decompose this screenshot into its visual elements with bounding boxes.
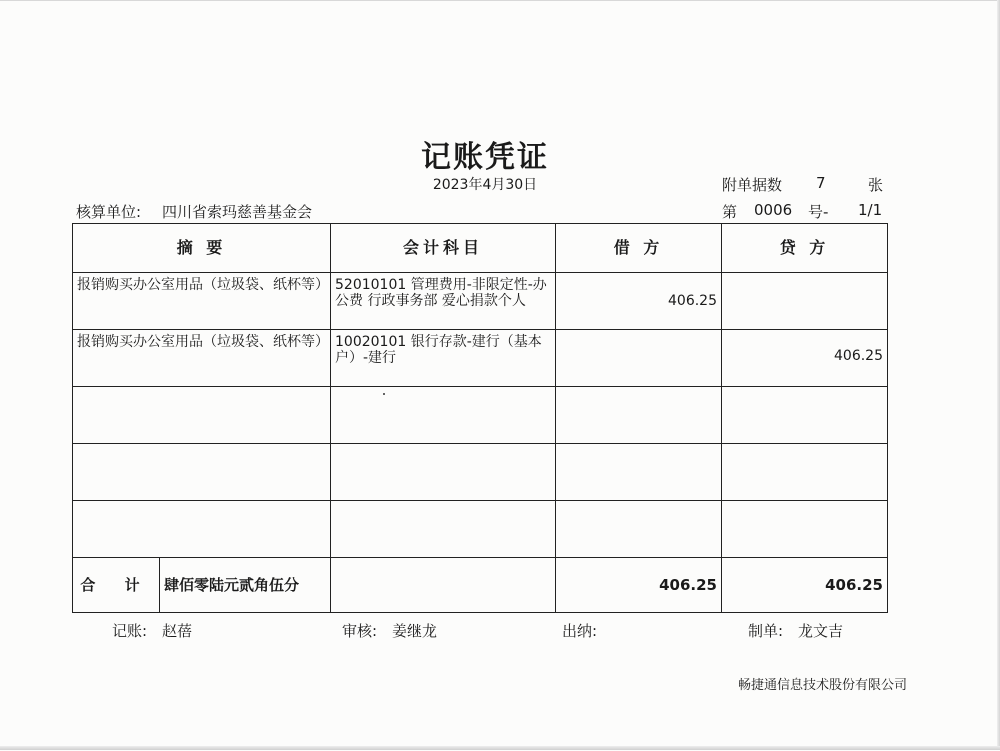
row-credit xyxy=(722,444,887,462)
voucher-no-suffix: 号- xyxy=(808,203,829,221)
header-account: 会计科目 xyxy=(331,224,556,273)
table-row xyxy=(73,273,888,330)
row-debit xyxy=(556,501,721,521)
row-summary: 报销购买办公室用品（垃圾袋、纸杯等） xyxy=(77,277,329,293)
row-account xyxy=(331,501,555,505)
row-summary xyxy=(73,387,330,391)
row-credit xyxy=(722,387,887,405)
total-row xyxy=(73,558,888,613)
row-account: 10020101 银行存款-建行（基本户）-建行 xyxy=(335,334,542,366)
table-row xyxy=(73,387,888,444)
software-vendor: 畅捷通信息技术股份有限公司 xyxy=(738,678,908,693)
row-debit xyxy=(556,444,721,464)
bookkeeper-label: 记账: xyxy=(112,622,148,640)
reviewer-label: 审核: xyxy=(342,622,378,640)
header-credit: 贷 方 xyxy=(722,224,888,273)
preparer-name: 龙文吉 xyxy=(798,622,844,640)
scan-speck xyxy=(383,393,385,395)
row-credit xyxy=(722,273,887,291)
voucher-table xyxy=(72,223,888,613)
total-amount-in-words: 肆佰零陆元贰角伍分 xyxy=(164,576,300,594)
reviewer-name: 姜继龙 xyxy=(392,622,438,640)
accounting-unit-label: 核算单位: xyxy=(76,203,142,221)
table-row xyxy=(73,330,888,387)
cashier-label: 出纳: xyxy=(562,622,598,640)
voucher-no-page: 1/1 xyxy=(858,201,883,219)
attachments-unit: 张 xyxy=(868,176,884,194)
header-debit: 借 方 xyxy=(556,224,722,273)
row-debit: 406.25 xyxy=(668,293,717,309)
accounting-unit-name: 四川省索玛慈善基金会 xyxy=(162,203,313,221)
row-debit xyxy=(556,387,721,407)
document-title: 记账凭证 xyxy=(421,140,549,175)
attachments-count: 7 xyxy=(816,174,826,192)
voucher-no-prefix: 第 xyxy=(722,203,738,221)
paper-edge-bottom xyxy=(0,746,1000,750)
row-summary: 报销购买办公室用品（垃圾袋、纸杯等） xyxy=(77,334,329,350)
row-account xyxy=(331,387,555,391)
row-summary xyxy=(73,444,330,448)
total-credit: 406.25 xyxy=(825,576,883,594)
attachments-label: 附单据数 xyxy=(722,176,783,194)
voucher-date: 2023年4月30日 xyxy=(432,177,538,193)
table-row xyxy=(73,444,888,501)
bookkeeper-name: 赵蓓 xyxy=(162,622,193,640)
table-row xyxy=(73,501,888,558)
header-summary: 摘 要 xyxy=(73,224,331,273)
row-credit xyxy=(722,501,887,519)
total-label: 合 计 xyxy=(73,558,160,612)
row-account xyxy=(331,444,555,448)
row-summary xyxy=(73,501,330,505)
row-credit: 406.25 xyxy=(834,348,883,364)
row-debit xyxy=(556,330,721,350)
voucher-no-number: 0006 xyxy=(754,201,793,219)
table-header-row xyxy=(73,224,888,273)
preparer-label: 制单: xyxy=(748,622,784,640)
row-account: 52010101 管理费用-非限定性-办公费 行政事务部 爱心捐款个人 xyxy=(335,277,547,309)
total-debit: 406.25 xyxy=(659,576,717,594)
